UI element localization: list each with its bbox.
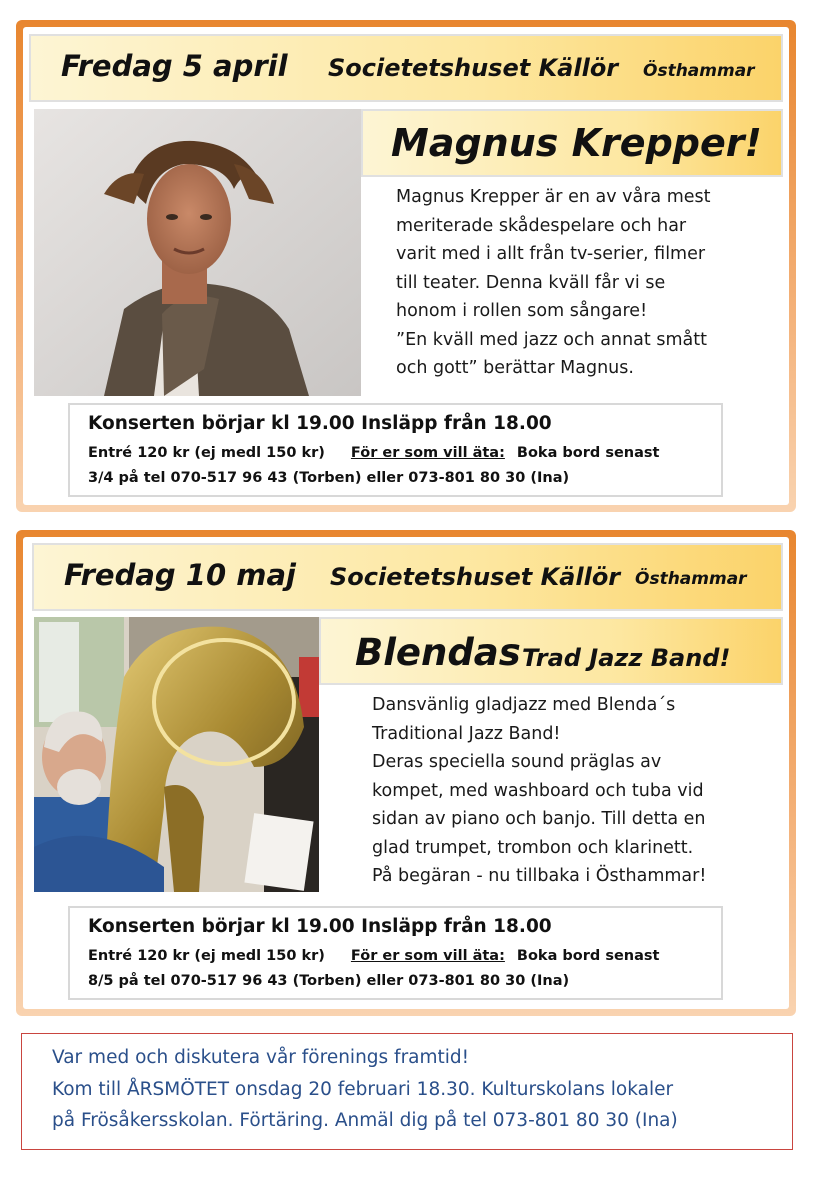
event-2-title-sub: Trad Jazz Band! bbox=[522, 644, 731, 672]
event-1-header bbox=[29, 34, 783, 102]
event-2-info-box bbox=[68, 906, 723, 1000]
band-image bbox=[34, 617, 319, 892]
description-line: och gott” berättar Magnus. bbox=[396, 358, 634, 378]
event-2-header bbox=[32, 543, 783, 611]
event-1-date: Fredag 5 april bbox=[61, 49, 288, 83]
notice-line-2: Kom till ÅRSMÖTET onsdag 20 februari 18.30. Kulturskolans lokaler bbox=[52, 1079, 674, 1100]
event-2-title-main: Blendas bbox=[355, 631, 521, 674]
description-line: glad trumpet, trombon och klarinett. bbox=[372, 837, 694, 858]
portrait-image bbox=[34, 109, 361, 396]
entry-and-booking bbox=[88, 948, 659, 964]
description-line: kompet, med washboard och tuba vid bbox=[372, 780, 704, 801]
event-2-description bbox=[372, 691, 706, 891]
description-line: till teater. Denna kväll får vi se bbox=[396, 272, 666, 293]
notice-line-1: Var med och diskutera vår förenings framtid! bbox=[52, 1047, 470, 1068]
event-1-title: Magnus Krepper! bbox=[391, 121, 762, 165]
entry-price: Entré 120 kr (ej medl 150 kr) bbox=[88, 948, 325, 964]
description-line: Traditional Jazz Band! bbox=[372, 723, 561, 744]
description-line: sidan av piano och banjo. Till detta en bbox=[372, 809, 706, 829]
booking-phone: 8/5 på tel 070-517 96 43 (Torben) eller 073-801 80 30 (Ina) bbox=[88, 973, 570, 989]
notice-line-3: på Frösåkersskolan. Förtäring. Anmäl dig på tel 073-801 80 30 (Ina) bbox=[52, 1110, 678, 1131]
concert-time: Konserten börjar kl 19.00 Insläpp från 18.00 bbox=[88, 916, 552, 937]
event-1-town: Östhammar bbox=[643, 61, 755, 81]
description-line: meriterade skådespelare och har bbox=[396, 215, 687, 236]
entry-and-booking bbox=[88, 445, 659, 461]
description-line: Deras speciella sound präglas av bbox=[372, 752, 662, 772]
magnus-krepper-photo bbox=[34, 109, 361, 396]
description-line: Magnus Krepper är en av våra mest bbox=[396, 187, 711, 207]
concert-time: Konserten börjar kl 19.00 Insläpp från 18.00 bbox=[88, 413, 552, 434]
annual-meeting-notice bbox=[21, 1033, 793, 1150]
tuba-player-photo bbox=[34, 617, 319, 892]
description-line: honom i rollen som sångare! bbox=[396, 301, 648, 321]
food-label: För er som vill äta: bbox=[350, 948, 505, 964]
event-1-info-box bbox=[68, 403, 723, 497]
booking-text: Boka bord senast bbox=[516, 445, 660, 461]
entry-price: Entré 120 kr (ej medl 150 kr) bbox=[88, 445, 325, 461]
event-1-description bbox=[396, 183, 711, 383]
event-2-town: Östhammar bbox=[635, 569, 747, 589]
description-line: ”En kväll med jazz och annat smått bbox=[396, 329, 707, 350]
booking-text: Boka bord senast bbox=[516, 948, 660, 964]
description-line: På begäran - nu tillbaka i Östhammar! bbox=[372, 866, 707, 886]
description-line: varit med i allt från tv-serier, filmer bbox=[396, 244, 706, 264]
event-1-venue: Societetshuset Källör bbox=[328, 54, 619, 82]
event-1-title-box bbox=[361, 109, 783, 177]
event-2-date: Fredag 10 maj bbox=[64, 558, 296, 592]
description-line: Dansvänlig gladjazz med Blenda´s bbox=[372, 695, 676, 715]
booking-phone: 3/4 på tel 070-517 96 43 (Torben) eller 073-801 80 30 (Ina) bbox=[88, 470, 570, 486]
event-2-title-box bbox=[319, 617, 783, 685]
food-label: För er som vill äta: bbox=[350, 445, 505, 461]
event-2-venue: Societetshuset Källör bbox=[330, 563, 621, 591]
